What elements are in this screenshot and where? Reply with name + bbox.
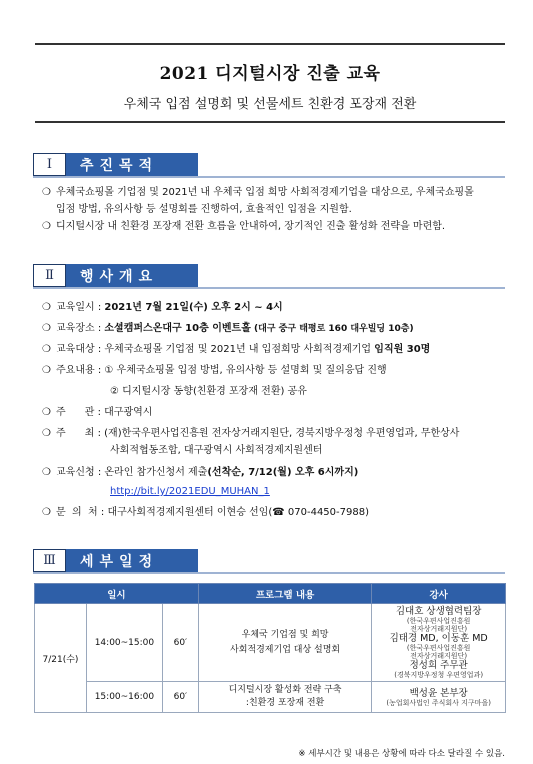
time-cell: 15:00~16:00	[86, 682, 162, 713]
purpose-item-1-cont: 입점 방법, 유의사항 등 설명회를 진행하여, 효율적인 입점을 지원함.	[56, 204, 352, 215]
overview-date: ❍ 교육일시 : 2021년 7월 21일(수) 오후 2시 ~ 4시	[42, 299, 283, 316]
overview-content-2: ② 디지털시장 동향(친환경 포장재 전환) 공유	[110, 386, 307, 397]
bullet-circle-icon: ❍	[42, 507, 51, 518]
overview-host: ❍ 주 최 : (재)한국우편사업진흥원 전자상거래지원단, 경북지방우정청 우편영업과, 무한상사	[42, 425, 459, 442]
duration-cell: 60′	[162, 682, 198, 713]
section-1-title: 추진목적	[66, 153, 198, 176]
page-subtitle: 우체국 입점 설명회 및 선물세트 친환경 포장재 전환	[123, 97, 417, 112]
overview-venue: ❍ 교육장소 : 소셜캠퍼스온대구 10층 이벤트홀 (대구 중구 태평로 160 대우빌딩 10층)	[42, 320, 414, 338]
table-header-row	[35, 584, 506, 604]
purpose-item-1: ❍ 우체국쇼핑몰 기업점 및 2021년 내 우체국 입점 희망 사회적경제기업을 대상으로, 우체국쇼핑몰	[42, 184, 474, 201]
title-box	[35, 43, 505, 123]
bullet-circle-icon: ❍	[42, 221, 51, 232]
table-row	[35, 604, 506, 682]
page-title: 2021 디지털시장 진출 교육	[159, 64, 381, 84]
header-lecturer: 강사	[372, 584, 506, 604]
overview-contact: ❍ 문 의 처 : 대구사회적경제지원센터 이현승 선임(☎ 070-4450-7988)	[42, 504, 369, 521]
section-2-number: Ⅱ	[33, 264, 66, 287]
overview-target: ❍ 교육대상 : 우체국쇼핑몰 기업점 및 2021년 내 입점희망 사회적경제기업 임직원 30명	[42, 341, 430, 358]
duration-cell: 60′	[162, 604, 198, 682]
lecturer-cell: 김대호 상생협력팀장 (한국우편사업진흥원 전자상거래지원단) 김태경 MD, 이동훈 MD (한국우편사업진흥원 전자상거래지원단) 정성희 주무관 (경북지방우정청 우편영업과)	[372, 604, 506, 682]
program-cell: 우체국 기업점 및 희망 사회적경제기업 대상 설명회	[198, 604, 372, 682]
program-cell: 디지털시장 활성화 전략 구축 :친환경 포장재 전환	[198, 682, 372, 713]
section-3-title: 세부일정	[66, 549, 198, 572]
section-1-header	[33, 153, 198, 176]
bullet-circle-icon: ❍	[42, 187, 51, 198]
lecturer-cell: 백성윤 본부장 (농업회사법인 주식회사 지구마을)	[372, 682, 506, 713]
purpose-item-2: ❍ 디지털시장 내 친환경 포장재 전환 흐름을 안내하여, 장기적인 진출 활성화 전략을 마련함.	[42, 218, 445, 235]
table-row	[35, 682, 506, 713]
section-3-number: Ⅲ	[33, 549, 66, 572]
overview-content: ❍ 주요내용 : ① 우체국쇼핑몰 입점 방법, 유의사항 등 설명회 및 질의응답 진행	[42, 362, 387, 379]
section-2-divider	[33, 287, 505, 289]
section-1-number: Ⅰ	[33, 153, 66, 176]
bullet-circle-icon: ❍	[42, 365, 51, 376]
section-2-header	[33, 264, 198, 287]
overview-apply: ❍ 교육신청 : 온라인 참가신청서 제출(선착순, 7/12(월) 오후 6시까지)	[42, 464, 358, 481]
bullet-circle-icon: ❍	[42, 428, 51, 439]
section-2-title: 행사개요	[66, 264, 198, 287]
bullet-circle-icon: ❍	[42, 344, 51, 355]
bullet-circle-icon: ❍	[42, 407, 51, 418]
time-cell: 14:00~15:00	[86, 604, 162, 682]
date-cell: 7/21(수)	[35, 604, 87, 713]
apply-link[interactable]: http://bit.ly/2021EDU_MUHAN_1	[110, 486, 270, 497]
schedule-table	[34, 583, 506, 713]
bullet-circle-icon: ❍	[42, 302, 51, 313]
section-3-divider	[33, 572, 505, 574]
overview-organizer: ❍ 주 관 : 대구광역시	[42, 404, 152, 421]
footnote: ※ 세부시간 및 내용은 상황에 따라 다소 달라질 수 있음.	[298, 749, 505, 759]
section-3-header	[33, 549, 198, 572]
bullet-circle-icon: ❍	[42, 467, 51, 478]
section-1-divider	[33, 176, 505, 178]
bullet-circle-icon: ❍	[42, 323, 51, 334]
overview-host-2: 사회적협동조합, 대구광역시 사회적경제지원센터	[110, 445, 323, 456]
header-program: 프로그램 내용	[198, 584, 372, 604]
header-datetime: 일시	[35, 584, 199, 604]
